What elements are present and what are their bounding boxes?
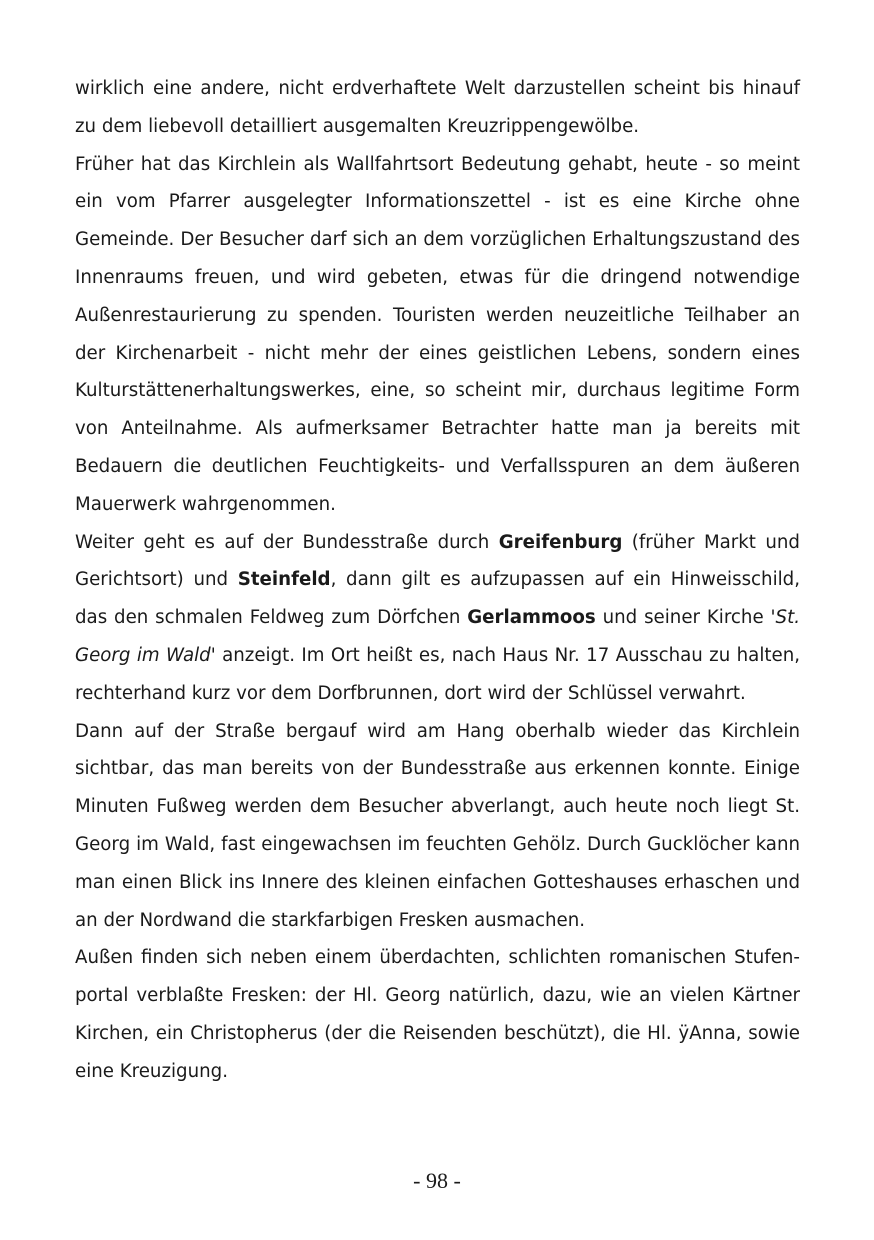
text-span: Früher hat das Kirchlein als Wallfahrtsort Bedeutung gehabt, heute - so meint ein vom Pfarrer ausgelegter Informationszettel - ist es eine Kirche ohne Gemeinde. Der Besucher darf sich an dem vorzüglichen Erhaltungszustand des Innenraums freuen, und wird gebeten, etwas für die dringend notwendige Außenrestaurierung zu spenden. Touristen werden neuzeitliche Teilhaber an der Kirchenarbeit - nicht mehr der eines geistlichen Lebens, sondern eines Kulturstättenerhaltungswerkes, eine, so scheint mir, durchaus legitime Form von Anteilnahme. Als aufmerksamer Betrachter hatte man ja bereits mit Bedauern die deutlichen Feuchtigkeits- und Verfallsspuren an dem äußeren Mauerwerk wahrgenommen. xyxy=(75,153,800,515)
text-span: , dann gilt es aufzupassen auf ein Hinweisschild, das den schmalen Feldweg zum Dörfchen xyxy=(75,569,800,629)
text-span: anzeigt. Im Ort heißt es, nach Haus Nr. 17 Ausschau zu halten, rechterhand kurz vor dem Dorfbrunnen, dort wird der Schlüssel verwahrt. xyxy=(75,644,800,704)
paragraph-1 xyxy=(75,70,800,146)
text-span: Außen finden sich neben einem überdachten, schlichten romanischen Stufen-portal verblaßte Fresken: der Hl. Georg natürlich, dazu, wie an vielen Kärtner Kirchen, ein Christopherus (der die Reisenden beschützt), die Hl. ÿAnna, sowie eine Kreuzigung. xyxy=(75,947,800,1082)
paragraph-5 xyxy=(75,939,800,1090)
text-span: (früher Markt und Gerichtsort) und xyxy=(75,531,800,591)
paragraph-4 xyxy=(75,713,800,940)
paragraph-2 xyxy=(75,146,800,524)
church-name: 'St. Georg im Wald' xyxy=(75,607,800,666)
text-span: und seiner Kirche xyxy=(595,607,771,629)
text-span: Weiter geht es auf der Bundesstraße durch xyxy=(75,531,499,553)
paragraph-3 xyxy=(75,524,800,713)
place-name-greifenburg: Greifenburg xyxy=(498,531,623,553)
page-number: - 98 - xyxy=(413,1168,461,1193)
place-name-steinfeld: Steinfeld xyxy=(237,569,331,591)
document-body xyxy=(75,70,800,1091)
text-span: Dann auf der Straße bergauf wird am Hang oberhalb wieder das Kirchlein sichtbar, das man bereits von der Bundesstraße aus erkennen konnte. Einige Minuten Fußweg werden dem Besucher abverlangt, auch heute noch liegt St. Georg im Wald, fast eingewachsen im feuchten Gehölz. Durch Gucklöcher kann man einen Blick ins Innere des kleinen einfachen Gotteshauses erhaschen und an der Nordwand die starkfarbigen Fresken ausmachen. xyxy=(75,720,800,931)
text-span: wirklich eine andere, nicht erdverhaftete Welt darzustellen scheint bis hinauf zu dem liebevoll detailliert ausgemalten Kreuzrippengewölbe. xyxy=(75,78,800,137)
place-name-gerlammoos: Gerlammoos xyxy=(467,607,596,629)
